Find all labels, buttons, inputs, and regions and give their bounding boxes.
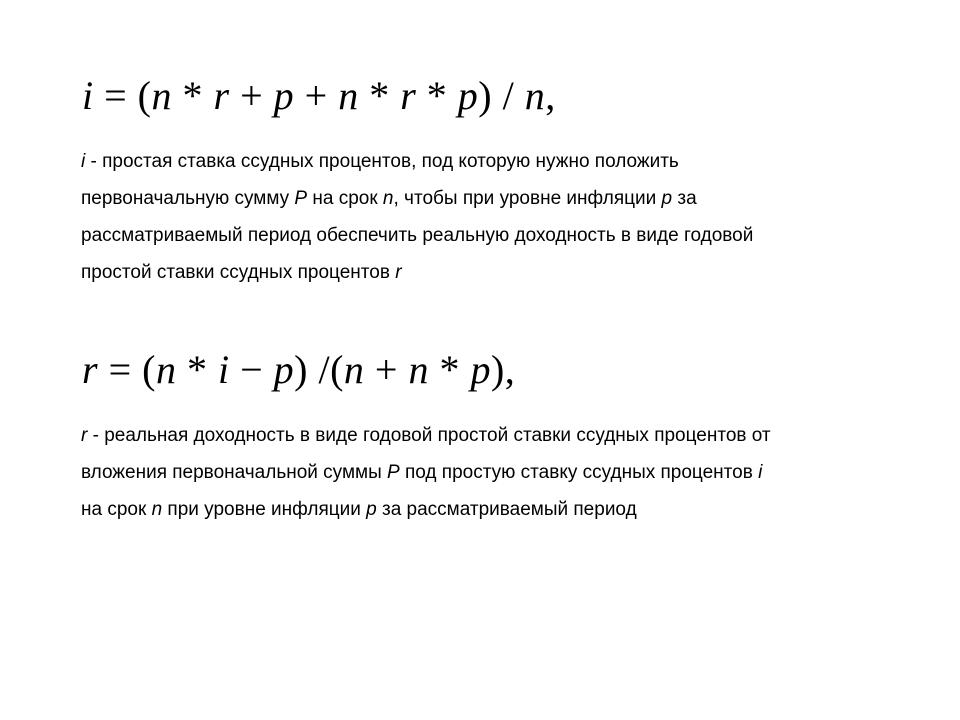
- formula-symbol: = (: [93, 73, 152, 118]
- formula-symbol: ) /: [478, 73, 525, 118]
- var-n: n: [343, 347, 365, 392]
- text-run: при уровне инфляции: [162, 499, 367, 520]
- text-line: [81, 491, 881, 528]
- var-p: p: [273, 347, 295, 392]
- var-r: r: [213, 73, 230, 118]
- formula-symbol: +: [229, 73, 274, 118]
- formula-symbol: = (: [98, 347, 156, 392]
- formula-symbol: +: [364, 347, 409, 392]
- var-p: p: [470, 347, 491, 392]
- var-i: i: [217, 347, 230, 392]
- text-run: за: [672, 188, 697, 209]
- text-line: [81, 254, 881, 291]
- var-p: p: [457, 73, 479, 118]
- text-run: вложения первоначальной суммы: [81, 462, 388, 483]
- formula-symbol: −: [229, 347, 274, 392]
- definition-real-rate: [81, 417, 881, 528]
- text-run: на срок: [81, 499, 152, 520]
- var-n: n: [338, 73, 359, 118]
- var-n: n: [151, 73, 173, 118]
- text-run: простой ставки ссудных процентов: [81, 262, 396, 283]
- variable-symbol: r: [395, 262, 402, 283]
- variable-symbol: P: [387, 462, 400, 483]
- variable-symbol: i: [81, 151, 86, 172]
- text-line: [81, 143, 881, 180]
- formula-symbol: *: [176, 347, 218, 392]
- var-n: n: [408, 347, 429, 392]
- formula-symbol: *: [416, 73, 458, 118]
- formula-symbol: *: [358, 73, 401, 118]
- variable-symbol: n: [382, 188, 394, 209]
- variable-symbol: i: [758, 462, 763, 483]
- text-run: рассматриваемый период обеспечить реальную доходность в виде годовой: [81, 225, 754, 246]
- variable-symbol: p: [366, 499, 377, 520]
- var-n: n: [524, 73, 546, 118]
- formula-symbol: ),: [490, 347, 516, 392]
- formula-real-rate: [82, 347, 516, 392]
- text-line: [81, 417, 881, 454]
- var-p: p: [273, 73, 295, 118]
- text-run: первоначальную сумму: [81, 188, 295, 209]
- variable-symbol: n: [151, 499, 163, 520]
- variable-symbol: P: [294, 188, 308, 209]
- text-line: [81, 217, 881, 254]
- text-run: за рассматриваемый период: [376, 499, 637, 520]
- var-r: r: [400, 73, 417, 118]
- formula-symbol: ,: [545, 73, 556, 118]
- formula-symbol: +: [294, 73, 339, 118]
- formula-symbol: ) /(: [294, 347, 344, 392]
- text-run: - реальная доходность в виде годовой простой ставки ссудных процентов от: [87, 425, 771, 446]
- var-i: i: [82, 73, 94, 118]
- variable-symbol: p: [661, 188, 673, 209]
- text-run: - простая ставка ссудных процентов, под которую нужно положить: [85, 151, 679, 172]
- var-n: n: [155, 347, 177, 392]
- formula-nominal-rate: [82, 73, 556, 118]
- definition-nominal-rate: [81, 143, 881, 291]
- var-r: r: [82, 347, 99, 392]
- text-line: [81, 180, 881, 217]
- text-run: под простую ставку ссудных процентов: [399, 462, 759, 483]
- text-run: на срок: [307, 188, 383, 209]
- variable-symbol: r: [81, 425, 88, 446]
- formula-symbol: *: [428, 347, 471, 392]
- text-run: , чтобы при уровне инфляции: [393, 188, 662, 209]
- formula-symbol: *: [172, 73, 214, 118]
- text-line: [81, 454, 881, 491]
